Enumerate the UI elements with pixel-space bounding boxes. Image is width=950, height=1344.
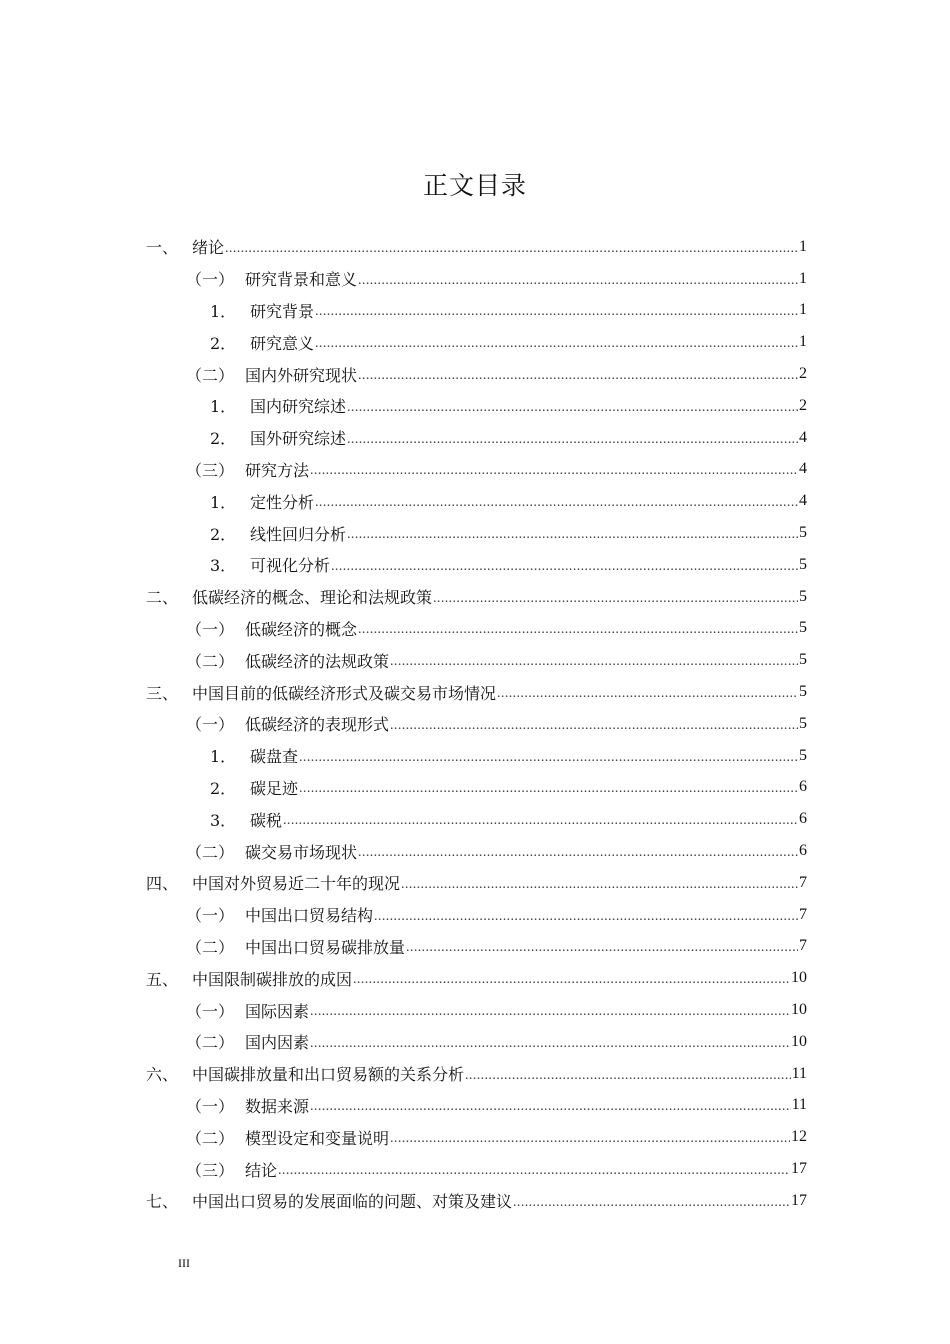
toc-entry[interactable] bbox=[146, 231, 807, 263]
toc-dot-leader bbox=[358, 368, 798, 384]
toc-entry-page: 7 bbox=[799, 937, 807, 955]
toc-entry[interactable] bbox=[146, 867, 807, 899]
toc-entry-label: 国内外研究现状 bbox=[245, 365, 358, 385]
toc-entry-number: （二） bbox=[186, 842, 235, 862]
toc-entry-number: （一） bbox=[186, 1001, 235, 1021]
toc-entry-label: 中国出口贸易的发展面临的问题、对策及建议 bbox=[192, 1192, 513, 1212]
toc-dot-leader bbox=[390, 1131, 790, 1147]
toc-entry-number: 2． bbox=[210, 778, 237, 798]
toc-entry-page: 1 bbox=[799, 333, 807, 351]
toc-entry-label: 结论 bbox=[245, 1160, 278, 1180]
toc-dot-leader bbox=[283, 813, 798, 829]
toc-entry-number: （二） bbox=[186, 651, 235, 671]
toc-entry-number: （二） bbox=[186, 937, 235, 957]
toc-entry[interactable] bbox=[146, 1121, 807, 1153]
toc-entry-number: 七、 bbox=[146, 1192, 179, 1212]
toc-entry-page: 5 bbox=[799, 714, 807, 732]
toc-entry-number: 2． bbox=[210, 524, 237, 544]
toc-entry-label: 中国出口贸易碳排放量 bbox=[245, 937, 406, 957]
toc-entry-label: 绪论 bbox=[192, 238, 225, 258]
page-title: 正文目录 bbox=[422, 171, 527, 200]
toc-dot-leader bbox=[310, 463, 798, 479]
toc-entry-page: 6 bbox=[799, 778, 807, 796]
toc-entry-label: 国内研究综述 bbox=[250, 397, 347, 417]
toc-entry-label: 国内因素 bbox=[245, 1033, 310, 1053]
toc-entry-label: 国际因素 bbox=[245, 1001, 310, 1021]
toc-entry-page: 5 bbox=[799, 587, 807, 605]
toc-entry[interactable] bbox=[146, 708, 807, 740]
toc-entry[interactable] bbox=[146, 899, 807, 931]
toc-entry[interactable] bbox=[146, 581, 807, 613]
toc-dot-leader bbox=[353, 972, 790, 988]
toc-entry-label: 中国限制碳排放的成因 bbox=[192, 969, 353, 989]
toc-dot-leader bbox=[315, 336, 798, 352]
toc-dot-leader bbox=[331, 559, 798, 575]
toc-entry-number: 1． bbox=[210, 301, 237, 321]
toc-entry-label: 国外研究综述 bbox=[250, 429, 347, 449]
toc-entry-page: 7 bbox=[799, 873, 807, 891]
toc-entry-page: 5 bbox=[799, 555, 807, 573]
toc-entry[interactable] bbox=[146, 613, 807, 645]
toc-entry-page: 5 bbox=[799, 746, 807, 764]
toc-entry-number: 1． bbox=[210, 397, 237, 417]
toc-entry-number: 五、 bbox=[146, 969, 179, 989]
toc-dot-leader bbox=[374, 909, 798, 925]
toc-entry-number: 一、 bbox=[146, 238, 179, 258]
toc-entry[interactable] bbox=[146, 390, 807, 422]
toc-dot-leader bbox=[278, 1163, 790, 1179]
toc-entry-number: 三、 bbox=[146, 683, 179, 703]
toc-entry-number: （二） bbox=[186, 1033, 235, 1053]
toc-dot-leader bbox=[315, 304, 798, 320]
toc-entry-page: 17 bbox=[791, 1191, 807, 1209]
toc-entry-label: 研究方法 bbox=[245, 460, 310, 480]
toc-dot-leader bbox=[347, 400, 798, 416]
toc-entry-label: 低碳经济的法规政策 bbox=[245, 651, 390, 671]
toc-entry-number: 四、 bbox=[146, 874, 179, 894]
toc-entry[interactable] bbox=[146, 772, 807, 804]
toc-entry-page: 5 bbox=[799, 524, 807, 542]
toc-entry[interactable] bbox=[146, 549, 807, 581]
toc-entry-number: （一） bbox=[186, 906, 235, 926]
toc-dot-leader bbox=[299, 750, 798, 766]
toc-entry[interactable] bbox=[146, 295, 807, 327]
toc-entry[interactable] bbox=[146, 803, 807, 835]
toc-entry[interactable] bbox=[146, 1153, 807, 1185]
toc-dot-leader bbox=[310, 1004, 790, 1020]
toc-entry-number: 1． bbox=[210, 492, 237, 512]
toc-entry[interactable] bbox=[146, 1026, 807, 1058]
toc-entry-label: 碳税 bbox=[250, 810, 283, 830]
toc-entry-label: 碳交易市场现状 bbox=[245, 842, 358, 862]
toc-entry[interactable] bbox=[146, 962, 807, 994]
toc-entry[interactable] bbox=[146, 263, 807, 295]
toc-entry[interactable] bbox=[146, 517, 807, 549]
toc-entry-label: 中国出口贸易结构 bbox=[245, 906, 374, 926]
toc-entry[interactable] bbox=[146, 422, 807, 454]
toc-entry-number: 六、 bbox=[146, 1065, 179, 1085]
toc-entry-page: 11 bbox=[791, 1064, 807, 1082]
toc-entry-page: 4 bbox=[799, 460, 807, 478]
toc-entry-number: 3． bbox=[210, 556, 237, 576]
toc-entry[interactable] bbox=[146, 1058, 807, 1090]
toc-entry-label: 中国对外贸易近二十年的现况 bbox=[192, 874, 401, 894]
toc-dot-leader bbox=[465, 1068, 791, 1084]
toc-dot-leader bbox=[347, 527, 798, 543]
toc-entry-label: 研究背景 bbox=[250, 301, 315, 321]
toc-dot-leader bbox=[358, 273, 798, 289]
toc-entry-number: （三） bbox=[186, 460, 235, 480]
toc-entry-number: 3． bbox=[210, 810, 237, 830]
toc-entry-page: 1 bbox=[799, 269, 807, 287]
toc-entry-label: 可视化分析 bbox=[250, 556, 331, 576]
toc-entry[interactable] bbox=[146, 994, 807, 1026]
toc-entry-page: 6 bbox=[799, 810, 807, 828]
toc-entry-label: 数据来源 bbox=[245, 1096, 310, 1116]
toc-entry-number: 2． bbox=[210, 429, 237, 449]
toc-entry[interactable] bbox=[146, 931, 807, 963]
toc-dot-leader bbox=[347, 432, 798, 448]
toc-entry-page: 7 bbox=[799, 905, 807, 923]
toc-dot-leader bbox=[433, 591, 798, 607]
toc-dot-leader bbox=[310, 1099, 791, 1115]
toc-entry-page: 1 bbox=[799, 237, 807, 255]
toc-entry[interactable] bbox=[146, 676, 807, 708]
toc-entry-label: 碳盘查 bbox=[250, 747, 299, 767]
toc-entry-label: 低碳经济的概念、理论和法规政策 bbox=[192, 588, 433, 608]
toc-dot-leader bbox=[358, 622, 798, 638]
toc-entry-page: 12 bbox=[791, 1128, 807, 1146]
toc-entry-page: 1 bbox=[799, 301, 807, 319]
toc-entry-number: （一） bbox=[186, 715, 235, 735]
toc-entry-page: 4 bbox=[799, 492, 807, 510]
toc-entry[interactable] bbox=[146, 1185, 807, 1217]
toc-entry-label: 低碳经济的表现形式 bbox=[245, 715, 390, 735]
toc-entry[interactable] bbox=[146, 454, 807, 486]
toc-entry-label: 低碳经济的概念 bbox=[245, 619, 358, 639]
toc-dot-leader bbox=[390, 718, 798, 734]
toc-entry[interactable] bbox=[146, 835, 807, 867]
toc-entry-page: 5 bbox=[799, 619, 807, 637]
toc-entry-number: 二、 bbox=[146, 588, 179, 608]
toc-dot-leader bbox=[358, 845, 798, 861]
toc-entry-label: 模型设定和变量说明 bbox=[245, 1128, 390, 1148]
toc-entry-number: （三） bbox=[186, 1160, 235, 1180]
toc-entry-page: 5 bbox=[799, 651, 807, 669]
toc-entry-page: 2 bbox=[799, 396, 807, 414]
toc-entry-label: 中国碳排放量和出口贸易额的关系分析 bbox=[192, 1065, 465, 1085]
toc-entry-page: 10 bbox=[791, 1001, 807, 1019]
toc-entry-label: 研究意义 bbox=[250, 333, 315, 353]
toc-entry[interactable] bbox=[146, 358, 807, 390]
table-of-contents bbox=[146, 231, 807, 1217]
toc-entry[interactable] bbox=[146, 1090, 807, 1122]
toc-entry-label: 线性回归分析 bbox=[250, 524, 347, 544]
toc-entry-number: （二） bbox=[186, 365, 235, 385]
toc-entry-page: 10 bbox=[791, 969, 807, 987]
page-number: III bbox=[178, 1256, 190, 1270]
toc-entry-page: 17 bbox=[791, 1160, 807, 1177]
toc-entry[interactable] bbox=[146, 326, 807, 358]
toc-entry-label: 碳足迹 bbox=[250, 778, 299, 798]
toc-dot-leader bbox=[390, 654, 798, 670]
toc-dot-leader bbox=[310, 1036, 790, 1052]
toc-entry-number: 1． bbox=[210, 747, 237, 767]
toc-dot-leader bbox=[513, 1195, 790, 1211]
toc-entry-number: （一） bbox=[186, 1096, 235, 1116]
toc-dot-leader bbox=[299, 781, 798, 797]
toc-dot-leader bbox=[315, 495, 798, 511]
toc-dot-leader bbox=[225, 241, 798, 257]
toc-entry-page: 5 bbox=[799, 683, 807, 701]
toc-entry-page: 10 bbox=[791, 1032, 807, 1050]
toc-entry-label: 定性分析 bbox=[250, 492, 315, 512]
toc-dot-leader bbox=[406, 940, 798, 956]
toc-dot-leader bbox=[497, 686, 798, 702]
toc-entry-number: （一） bbox=[186, 270, 235, 290]
toc-entry-page: 2 bbox=[799, 365, 807, 383]
toc-entry-label: 中国目前的低碳经济形式及碳交易市场情况 bbox=[192, 683, 497, 703]
toc-entry-page: 11 bbox=[791, 1096, 807, 1114]
toc-entry-label: 研究背景和意义 bbox=[245, 270, 358, 290]
toc-entry-number: （二） bbox=[186, 1128, 235, 1148]
toc-entry[interactable] bbox=[146, 485, 807, 517]
toc-entry[interactable] bbox=[146, 644, 807, 676]
toc-entry-page: 6 bbox=[799, 842, 807, 860]
toc-entry[interactable] bbox=[146, 740, 807, 772]
toc-entry-page: 4 bbox=[799, 428, 807, 446]
toc-entry-number: （一） bbox=[186, 619, 235, 639]
toc-dot-leader bbox=[401, 877, 798, 893]
toc-entry-number: 2． bbox=[210, 333, 237, 353]
